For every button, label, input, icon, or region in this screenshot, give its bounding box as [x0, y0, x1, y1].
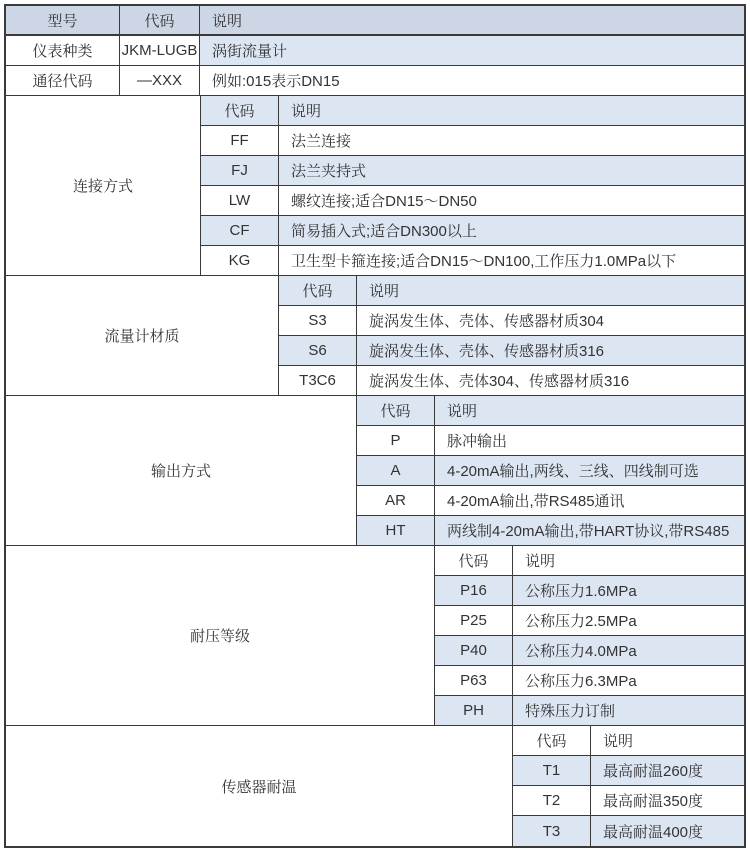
table-row — [435, 576, 744, 606]
desc-cell: 公称压力2.5MPa — [525, 613, 637, 630]
section-material — [6, 276, 744, 396]
code-cell: S6 — [279, 336, 357, 365]
desc-cell: 公称压力1.6MPa — [525, 583, 637, 600]
code-cell: HT — [357, 516, 435, 545]
code-cell: P40 — [435, 636, 513, 665]
row-diameter-code — [6, 66, 744, 96]
desc-cell: 公称压力6.3MPa — [525, 673, 637, 690]
desc-cell: 4-20mA输出,带RS485通讯 — [447, 493, 625, 510]
code-cell: KG — [201, 246, 279, 275]
table-row — [279, 306, 744, 336]
table-row — [513, 756, 744, 786]
sub-header-desc: 说明 — [525, 553, 556, 570]
table-row — [513, 786, 744, 816]
table-row — [201, 246, 744, 275]
code-cell: —XXX — [120, 66, 200, 95]
sub-table-material — [278, 276, 744, 395]
table-row — [357, 456, 744, 486]
desc-cell: 法兰连接 — [291, 133, 352, 150]
section-connection — [6, 96, 744, 276]
sub-header-desc: 说明 — [447, 403, 478, 420]
row-instrument-type — [6, 36, 744, 66]
desc-cell: 两线制4-20mA输出,带HART协议,带RS485 — [447, 523, 730, 540]
code-cell: PH — [435, 696, 513, 725]
code-cell: FJ — [201, 156, 279, 185]
table-row — [201, 216, 744, 246]
row-label-cell: 仪表种类 — [6, 36, 120, 65]
code-cell: P25 — [435, 606, 513, 635]
code-cell: T3 — [513, 816, 591, 846]
table-row — [435, 606, 744, 636]
desc-cell: 最高耐温350度 — [603, 793, 704, 810]
desc-cell: 螺纹连接;适合DN15～DN50 — [291, 193, 477, 210]
desc-cell: 4-20mA输出,两线、三线、四线制可选 — [447, 463, 699, 480]
sub-header-row — [435, 546, 744, 576]
sub-header-row — [279, 276, 744, 306]
sub-header-desc: 说明 — [369, 283, 400, 300]
desc-cell: 例如:015表示DN15 — [212, 73, 340, 90]
section-output — [6, 396, 744, 546]
row-label-cell: 通径代码 — [6, 66, 120, 95]
section-label: 输出方式 — [6, 396, 356, 545]
desc-cell: 旋涡发生体、壳体、传感器材质316 — [369, 343, 605, 360]
sub-header-row — [357, 396, 744, 426]
table-row — [435, 666, 744, 696]
desc-cell: 旋涡发生体、壳体、传感器材质304 — [369, 313, 605, 330]
code-cell: A — [357, 456, 435, 485]
code-cell: S3 — [279, 306, 357, 335]
header-model: 型号 — [6, 6, 120, 34]
table-row — [357, 426, 744, 456]
section-label: 传感器耐温 — [6, 726, 512, 846]
code-cell: P16 — [435, 576, 513, 605]
code-cell: LW — [201, 186, 279, 215]
sub-header-code: 代码 — [435, 546, 513, 575]
table-row — [435, 636, 744, 666]
section-label: 连接方式 — [6, 96, 200, 275]
code-cell: CF — [201, 216, 279, 245]
desc-cell: 简易插入式;适合DN300以上 — [291, 223, 477, 240]
desc-cell: 涡街流量计 — [200, 36, 744, 65]
header-code: 代码 — [120, 6, 200, 34]
table-row — [279, 336, 744, 366]
code-cell: T2 — [513, 786, 591, 815]
section-label: 耐压等级 — [6, 546, 434, 725]
table-row — [279, 366, 744, 395]
desc-cell: 卫生型卡箍连接;适合DN15～DN100,工作压力1.0MPa以下 — [291, 253, 677, 270]
sub-header-desc: 说明 — [291, 103, 322, 120]
code-cell: T3C6 — [279, 366, 357, 395]
sub-table-connection — [200, 96, 744, 275]
sub-header-code: 代码 — [201, 96, 279, 125]
model-selection-table — [4, 4, 746, 848]
section-label: 流量计材质 — [6, 276, 278, 395]
header-desc: 说明 — [212, 12, 243, 30]
table-row — [435, 696, 744, 725]
sub-header-code: 代码 — [357, 396, 435, 425]
code-cell: JKM-LUGB — [120, 36, 200, 65]
desc-cell: 特殊压力订制 — [525, 703, 616, 720]
sub-header-code: 代码 — [279, 276, 357, 305]
sub-header-code: 代码 — [513, 726, 591, 755]
sub-header-row — [513, 726, 744, 756]
table-header-row — [6, 6, 744, 36]
desc-cell: 最高耐温260度 — [603, 763, 704, 780]
desc-cell: 公称压力4.0MPa — [525, 643, 637, 660]
table-row — [357, 486, 744, 516]
section-pressure — [6, 546, 744, 726]
sub-table-temperature — [512, 726, 744, 846]
code-cell: P — [357, 426, 435, 455]
desc-cell: 旋涡发生体、壳体304、传感器材质316 — [369, 373, 630, 390]
sub-header-desc: 说明 — [603, 733, 634, 750]
table-row — [201, 126, 744, 156]
code-cell: FF — [201, 126, 279, 155]
sub-table-pressure — [434, 546, 744, 725]
desc-cell: 最高耐温400度 — [603, 823, 704, 841]
table-row — [357, 516, 744, 545]
table-row — [201, 156, 744, 186]
table-row — [201, 186, 744, 216]
code-cell: T1 — [513, 756, 591, 785]
table-row — [513, 816, 744, 846]
sub-table-output — [356, 396, 744, 545]
section-temperature — [6, 726, 744, 846]
desc-cell: 法兰夹持式 — [291, 163, 367, 180]
sub-header-row — [201, 96, 744, 126]
desc-cell: 脉冲输出 — [447, 433, 508, 450]
code-cell: P63 — [435, 666, 513, 695]
code-cell: AR — [357, 486, 435, 515]
